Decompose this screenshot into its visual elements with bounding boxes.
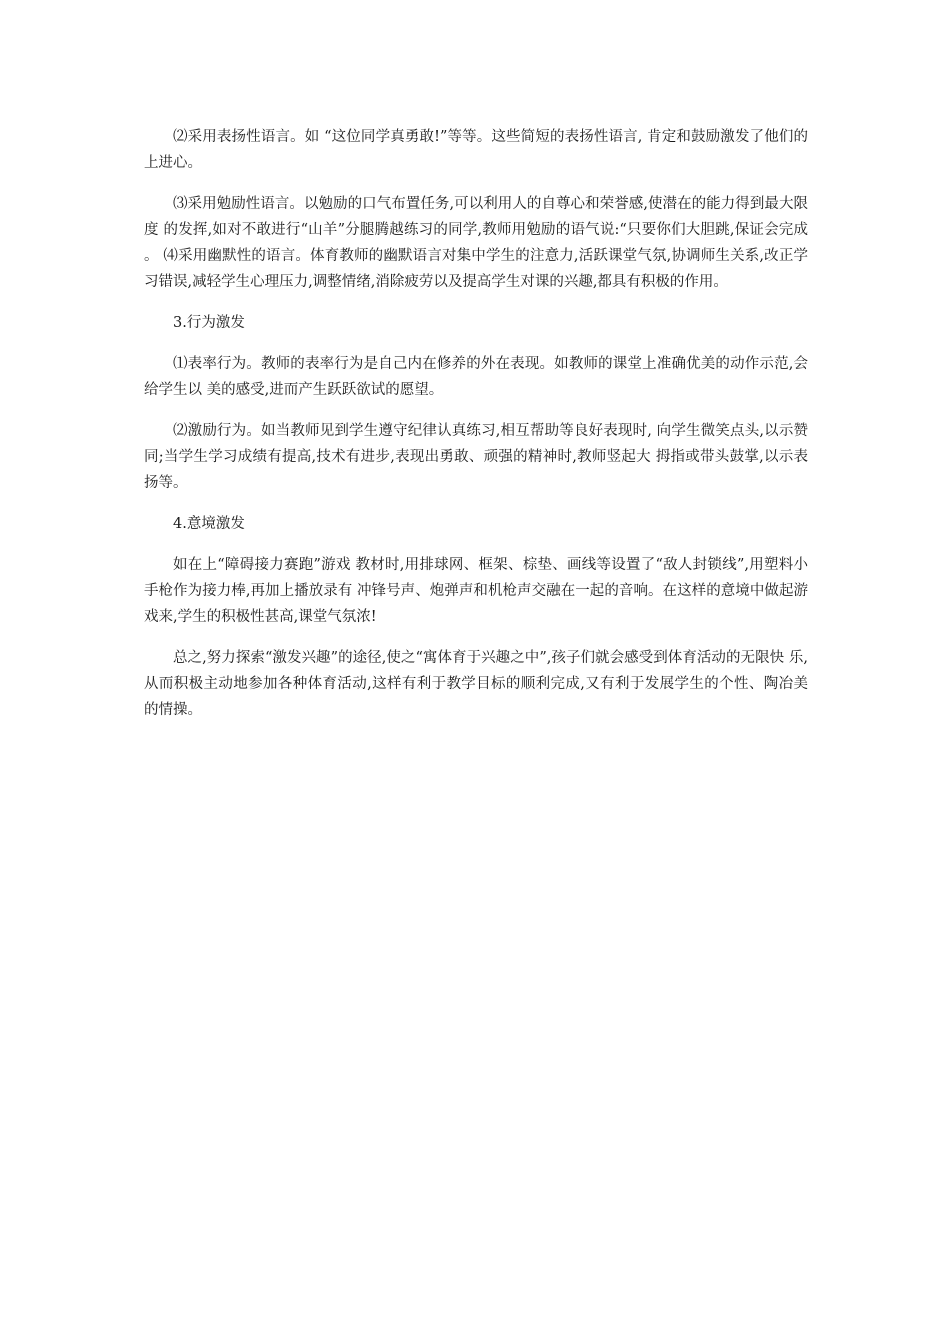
paragraph-exemplary-behavior: ⑴表率行为。教师的表率行为是自己内在修养的外在表现。如教师的课堂上准确优美的动作示范,会给学生以 美的感受,进而产生跃跃欲试的愿望。 <box>144 356 808 398</box>
section-heading-atmosphere: 4.意境激发 <box>173 516 245 532</box>
paragraph-atmosphere-example: 如在上“障碍接力赛跑”游戏 教材时,用排球网、框架、棕垫、画线等设置了“敌人封锁线”,用塑料小手枪作为接力棒,再加上播放录有 冲锋号声、炮弹声和机枪声交融在一起的音响。在这样的意境中做起游戏来,学生的积极性甚高,课堂气氛浓! <box>144 557 808 625</box>
section-heading-behavior: 3.行为激发 <box>173 315 245 331</box>
paragraph-praise-language: ⑵采用表扬性语言。如 “这位同学真勇敢!”等等。这些简短的表扬性语言, 肯定和鼓励激发了他们的上进心。 <box>144 129 808 171</box>
paragraph-motivating-behavior: ⑵激励行为。如当教师见到学生遵守纪律认真练习,相互帮助等良好表现时, 向学生微笑点头,以示赞同;当学生学习成绩有提高,技术有进步,表现出勇敢、顽强的精神时,教师竖起大 拇指或带头鼓掌,以示表扬等。 <box>144 423 808 491</box>
document-body <box>144 124 808 738</box>
paragraph-encouraging-humorous-language: ⑶采用勉励性语言。以勉励的口气布置任务,可以利用人的自尊心和荣誉感,使潜在的能力得到最大限度 的发挥,如对不敢进行“山羊”分腿腾越练习的同学,教师用勉励的语气说:“只要你们大胆跳,保证会完成 。 ⑷采用幽默性的语言。体育教师的幽默语言对集中学生的注意力,活跃课堂气氛,协调师生关系,改正学 习错误,减轻学生心理压力,调整情绪,消除疲劳以及提高学生对课的兴趣,都具有积极的作用。 <box>144 196 808 290</box>
paragraph-conclusion: 总之,努力探索“激发兴趣”的途径,使之“寓体育于兴趣之中”,孩子们就会感受到体育活动的无限快 乐,从而积极主动地参加各种体育活动,这样有利于教学目标的顺利完成,又有利于发展学生的个性、陶冶美 的情操。 <box>144 650 808 718</box>
